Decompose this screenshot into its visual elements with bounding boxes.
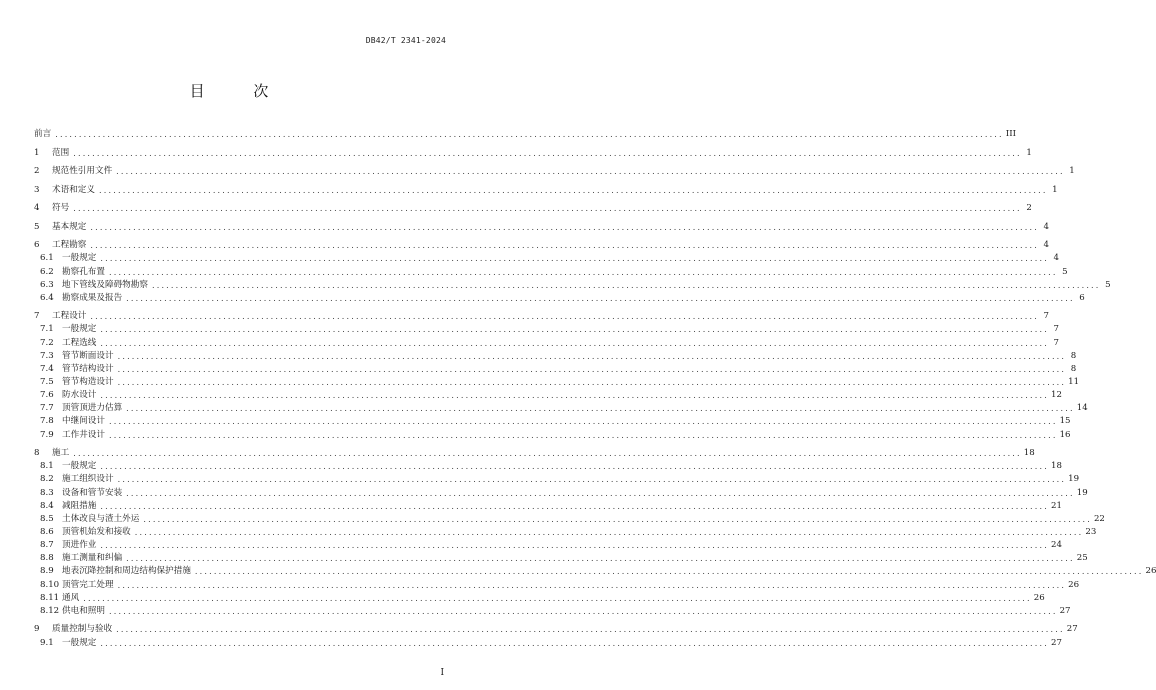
toc-entry[interactable] (34, 363, 1077, 376)
toc-entry[interactable] (34, 526, 1097, 539)
toc-entry-label: 管节结构设计 (62, 363, 114, 374)
toc-entry[interactable] (34, 184, 1058, 197)
toc-entry-label: 中继间设计 (62, 416, 105, 427)
toc-entry-label: 地下管线及障碍物勘察 (62, 279, 148, 290)
toc-entry-label: 管节构造设计 (62, 377, 114, 388)
toc-entry[interactable] (34, 487, 1088, 500)
toc-entry-page: 8 (1070, 350, 1077, 361)
dot-leader: ........................................................................................................................................................................................................ (108, 430, 1058, 440)
dot-leader: ........................................................................................................................................................................................................ (100, 501, 1049, 511)
toc-entry-number: 7.9 (40, 429, 54, 440)
toc-entry-label: 术语和定义 (52, 184, 95, 195)
toc-entry-label: 规范性引用文件 (52, 166, 113, 177)
toc-entry[interactable] (34, 337, 1059, 350)
toc-entry-page: 25 (1076, 553, 1088, 564)
toc-entry-number: 7.5 (40, 377, 54, 388)
dot-leader: ........................................................................................................................................................................................................ (108, 417, 1058, 427)
toc-entry-page: 24 (1050, 540, 1062, 551)
toc-entry-label: 管节断面设计 (62, 350, 114, 361)
toc-entry[interactable] (34, 239, 1049, 252)
toc-entry-label: 地表沉降控制和周边结构保护措施 (62, 566, 191, 577)
toc-entry-number: 8.12 (40, 605, 60, 616)
toc-entry[interactable] (34, 221, 1049, 234)
dot-leader: ........................................................................................................................................................................................................ (100, 338, 1049, 348)
document-code: DB42/T 2341-2024 (365, 36, 446, 45)
toc-entry-page: 14 (1076, 403, 1088, 414)
toc-entry-page: 1 (1069, 166, 1075, 177)
toc-entry-number: 9.1 (40, 637, 54, 648)
toc-entry-label: 顶管顶进力估算 (62, 403, 123, 414)
dot-leader: ........................................................................................................................................................................................................ (117, 475, 1067, 485)
toc-entry[interactable] (34, 147, 1032, 160)
toc-entry[interactable] (34, 592, 1045, 605)
toc-entry-label: 通风 (62, 592, 80, 603)
toc-entry[interactable] (34, 513, 1105, 526)
dot-leader: ........................................................................................................................................................................................................ (98, 185, 1048, 195)
toc-entry-label: 符号 (52, 203, 70, 214)
toc-entry[interactable] (34, 165, 1075, 178)
toc-entry-page: 5 (1062, 266, 1068, 277)
toc-entry-number: 8.4 (40, 500, 54, 511)
toc-entry[interactable] (34, 202, 1032, 215)
dot-leader: ........................................................................................................................................................................................................ (126, 404, 1075, 414)
toc-entry-label: 顶管完工处理 (62, 579, 114, 590)
toc-entry-number: 6.2 (40, 266, 54, 277)
dot-leader: ........................................................................................................................................................................................................ (108, 267, 1058, 277)
toc-entry-page: 22 (1093, 513, 1105, 524)
toc-entry-page: 16 (1059, 429, 1071, 440)
toc-entry-number: 8.10 (40, 579, 60, 590)
toc-entry[interactable] (34, 376, 1080, 389)
toc-entry-page: 26 (1068, 579, 1080, 590)
toc-entry-page: 21 (1050, 500, 1062, 511)
toc-entry-page: 15 (1059, 416, 1071, 427)
toc-entry-label: 勘察成果及报告 (62, 292, 123, 303)
dot-leader: ........................................................................................................................................................................................................ (117, 351, 1067, 361)
toc-entry-page: 18 (1023, 448, 1035, 459)
toc-entry-page: 4 (1043, 221, 1049, 232)
dot-leader: ........................................................................................................................................................................................................ (126, 293, 1075, 303)
dot-leader: ........................................................................................................................................................................................................ (73, 204, 1022, 214)
dot-leader: ........................................................................................................................................................................................................ (90, 312, 1039, 322)
dot-leader: ........................................................................................................................................................................................................ (100, 254, 1049, 264)
toc-entry[interactable] (34, 279, 1111, 292)
dot-leader: ........................................................................................................................................................................................................ (73, 449, 1022, 459)
toc-entry-number: 7.1 (40, 324, 54, 335)
toc-entry-number: 9 (34, 624, 40, 635)
toc-entry-page: 8 (1070, 363, 1077, 374)
toc-entry[interactable] (34, 473, 1080, 486)
dot-leader: ........................................................................................................................................................................................................ (100, 541, 1049, 551)
toc-entry-number: 5 (34, 221, 40, 232)
toc-entry-label: 施工测量和纠偏 (62, 553, 123, 564)
toc-title: 目 次 (189, 82, 291, 100)
toc-entry-label: 勘察孔布置 (62, 266, 105, 277)
dot-leader: ........................................................................................................................................................................................................ (194, 567, 1144, 577)
toc-entry[interactable] (34, 539, 1062, 552)
toc-entry-number: 7.6 (40, 390, 54, 401)
toc-entry-page: 7 (1043, 311, 1049, 322)
dot-leader: ........................................................................................................................................................................................................ (117, 580, 1067, 590)
toc-entry-label: 基本规定 (52, 221, 87, 232)
toc-entry[interactable] (34, 415, 1071, 428)
toc-entry[interactable] (34, 636, 1062, 649)
toc-entry-number: 1 (34, 147, 40, 158)
toc-entry-label: 顶进作业 (62, 540, 97, 551)
toc-entry-page: 23 (1085, 526, 1097, 537)
toc-entry-page: 19 (1068, 474, 1080, 485)
toc-entry-page: 27 (1050, 637, 1062, 648)
dot-leader: ........................................................................................................................................................................................................ (143, 514, 1092, 524)
dot-leader: ........................................................................................................................................................................................................ (100, 462, 1049, 472)
toc-entry[interactable] (34, 265, 1068, 278)
toc-entry-page: 27 (1059, 605, 1071, 616)
dot-leader: ........................................................................................................................................................................................................ (151, 280, 1101, 290)
dot-leader: ........................................................................................................................................................................................................ (90, 222, 1039, 232)
toc-entry-page: 19 (1076, 487, 1088, 498)
dot-leader: ........................................................................................................................................................................................................ (90, 241, 1039, 251)
toc-entry-page: 5 (1105, 279, 1111, 290)
toc-entry-label: 减阻措施 (62, 500, 97, 511)
toc-entry-label: 工作井设计 (62, 429, 105, 440)
toc-entry-page: 4 (1043, 240, 1049, 251)
dot-leader: ........................................................................................................................................................................................................ (73, 148, 1022, 158)
toc-entry-label: 施工 (52, 448, 70, 459)
toc-entry-label: 顶管机始发和接收 (62, 526, 131, 537)
toc-entry-number: 7.7 (40, 403, 54, 414)
toc-entry-label: 一般规定 (62, 461, 97, 472)
dot-leader: ........................................................................................................................................................................................................ (116, 625, 1065, 635)
toc-entry-page: 7 (1053, 337, 1059, 348)
toc-entry-label: 一般规定 (62, 324, 97, 335)
dot-leader: ........................................................................................................................................................................................................ (83, 593, 1032, 603)
toc-entry[interactable] (34, 605, 1071, 618)
toc-entry-page: 1 (1052, 184, 1058, 195)
dot-leader: ........................................................................................................................................................................................................ (126, 488, 1075, 498)
toc-entry-page: III (1005, 129, 1016, 140)
toc-entry-page: 12 (1050, 390, 1062, 401)
toc-entry-number: 6 (34, 240, 40, 251)
toc-entry-page: 7 (1053, 324, 1059, 335)
toc-entry[interactable] (34, 323, 1059, 336)
dot-leader: ........................................................................................................................................................................................................ (117, 378, 1067, 388)
dot-leader: ........................................................................................................................................................................................................ (55, 130, 1004, 140)
toc-entry[interactable] (34, 460, 1062, 473)
toc-entry-number: 7.3 (40, 350, 54, 361)
toc-entry-number: 8.3 (40, 487, 54, 498)
toc-entry-label: 工程勘察 (52, 240, 87, 251)
toc-entry-label: 工程选线 (62, 337, 97, 348)
toc-entry-label: 质量控制与验收 (52, 624, 113, 635)
toc-entry-label: 施工组织设计 (62, 474, 114, 485)
toc-entry[interactable] (34, 447, 1035, 460)
dot-leader: ........................................................................................................................................................................................................ (116, 167, 1065, 177)
toc-entry-page: 11 (1068, 377, 1080, 388)
toc-entry-label: 设备和管节安装 (62, 487, 123, 498)
toc-entry-page: 26 (1033, 592, 1045, 603)
toc-entry[interactable] (34, 389, 1062, 402)
toc-entry-number: 8.2 (40, 474, 54, 485)
toc-entry-page: 2 (1026, 203, 1032, 214)
toc-entry[interactable] (34, 402, 1088, 415)
page-number: I (440, 668, 444, 678)
toc-entry-number: 6.3 (40, 279, 54, 290)
toc-entry[interactable] (34, 578, 1080, 591)
toc-entry[interactable] (34, 310, 1049, 323)
toc-entry[interactable] (34, 565, 1156, 578)
toc-entry-page: 26 (1145, 566, 1156, 577)
toc-entry-number: 3 (34, 184, 40, 195)
toc-entry-number: 2 (34, 166, 40, 177)
toc-entry-page: 18 (1050, 461, 1062, 472)
toc-entry-number: 8.8 (40, 553, 54, 564)
toc-entry[interactable] (34, 252, 1059, 265)
toc-entry-label: 范围 (52, 147, 70, 158)
toc-entry-label: 工程设计 (52, 311, 87, 322)
toc-entry-number: 8.9 (40, 566, 54, 577)
toc-entry-number: 8.1 (40, 461, 54, 472)
toc-entry[interactable] (34, 292, 1085, 305)
dot-leader: ........................................................................................................................................................................................................ (126, 554, 1075, 564)
dot-leader: ........................................................................................................................................................................................................ (117, 364, 1067, 374)
dot-leader: ........................................................................................................................................................................................................ (100, 391, 1049, 401)
toc-entry-label: 一般规定 (62, 637, 97, 648)
toc-entry-number: 8.7 (40, 540, 54, 551)
toc-entry-page: 6 (1079, 292, 1085, 303)
toc-entry[interactable] (34, 552, 1088, 565)
toc-entry-number: 8.5 (40, 513, 54, 524)
toc-entry-number: 8 (34, 448, 40, 459)
toc-entry-page: 1 (1026, 147, 1032, 158)
table-of-contents (34, 128, 1156, 650)
toc-entry-number: 7.8 (40, 416, 54, 427)
toc-entry-label: 土体改良与渣土外运 (62, 513, 140, 524)
toc-entry[interactable] (34, 500, 1062, 513)
toc-entry-label: 一般规定 (62, 253, 97, 264)
toc-entry[interactable] (34, 128, 1016, 141)
dot-leader: ........................................................................................................................................................................................................ (108, 606, 1058, 616)
toc-entry-page: 4 (1053, 253, 1059, 264)
toc-entry[interactable] (34, 623, 1078, 636)
toc-entry-number: 8.11 (40, 592, 60, 603)
toc-entry[interactable] (34, 350, 1077, 363)
dot-leader: ........................................................................................................................................................................................................ (100, 638, 1049, 648)
toc-entry[interactable] (34, 429, 1071, 442)
toc-entry-label: 防水设计 (62, 390, 97, 401)
toc-entry-number: 6.4 (40, 292, 54, 303)
dot-leader: ........................................................................................................................................................................................................ (134, 527, 1084, 537)
toc-entry-number: 7.2 (40, 337, 54, 348)
toc-entry-page: 27 (1066, 624, 1078, 635)
toc-entry-number: 4 (34, 203, 40, 214)
toc-entry-number: 7.4 (40, 363, 54, 374)
toc-entry-number: 6.1 (40, 253, 54, 264)
toc-entry-label: 供电和照明 (62, 605, 105, 616)
toc-entry-label: 前言 (34, 129, 52, 140)
dot-leader: ........................................................................................................................................................................................................ (100, 325, 1049, 335)
toc-entry-number: 8.6 (40, 526, 54, 537)
toc-entry-number: 7 (34, 311, 40, 322)
